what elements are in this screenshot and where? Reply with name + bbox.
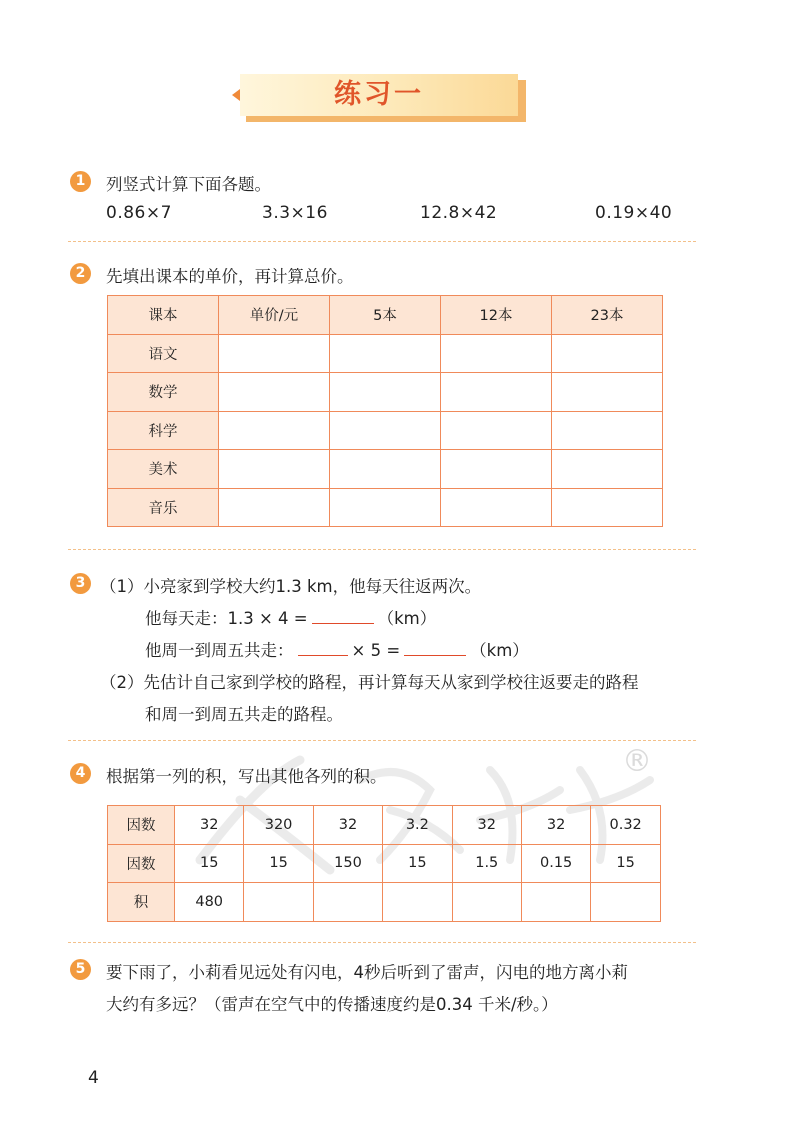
table-cell: 15: [244, 844, 313, 883]
table-cell: 32: [521, 806, 590, 845]
registered-mark: ®: [622, 744, 652, 779]
blank-cell: [552, 373, 663, 412]
table-cell: 32: [313, 806, 382, 845]
problem-1: 0.86×7: [106, 203, 172, 223]
blank-cell: [313, 883, 382, 922]
header-cell: 23本: [552, 296, 663, 335]
unit-label: （km）: [377, 609, 437, 628]
blank-cell: [552, 334, 663, 373]
blank-cell: [441, 334, 552, 373]
product-row: [108, 883, 661, 922]
section-divider: [68, 942, 696, 943]
table-cell: 15: [175, 844, 244, 883]
problem-4: 0.19×40: [595, 203, 673, 223]
blank-cell: [330, 334, 441, 373]
table-cell: 32: [452, 806, 521, 845]
blank-cell: [330, 450, 441, 489]
blank-cell: [330, 411, 441, 450]
multiply-expression: × 5 =: [351, 641, 401, 660]
exercise-1-instruction: 列竖式计算下面各题。: [106, 175, 271, 194]
header-cell: 12本: [441, 296, 552, 335]
blank-cell: [244, 883, 313, 922]
section-divider: [68, 549, 696, 550]
blank-cell: [219, 411, 330, 450]
row-label: 语文: [108, 334, 219, 373]
header-cell: 单价/元: [219, 296, 330, 335]
blank-cell: [441, 411, 552, 450]
table-cell: 15: [591, 844, 661, 883]
exercise-number-4: 4: [70, 763, 91, 784]
table-cell: 480: [175, 883, 244, 922]
table-cell: 320: [244, 806, 313, 845]
header-cell: 5本: [330, 296, 441, 335]
exercise-4-instruction: 根据第一列的积，写出其他各列的积。: [106, 767, 387, 786]
row-label: 数学: [108, 373, 219, 412]
factor-row-1: [108, 806, 661, 845]
blank-cell: [383, 883, 452, 922]
header-cell: 课本: [108, 296, 219, 335]
answer-blank: [298, 654, 348, 656]
table-row: [108, 450, 663, 489]
blank-cell: [441, 373, 552, 412]
row-label: 因数: [108, 844, 175, 883]
table-row: [108, 334, 663, 373]
blank-cell: [219, 334, 330, 373]
page-title: 练习一: [334, 79, 424, 110]
table-row: [108, 373, 663, 412]
blank-cell: [219, 450, 330, 489]
blank-cell: [330, 373, 441, 412]
row-label: 美术: [108, 450, 219, 489]
row-label: 积: [108, 883, 175, 922]
table-cell: 3.2: [383, 806, 452, 845]
exercise-5-line-1: 要下雨了，小莉看见远处有闪电，4秒后听到了雷声，闪电的地方离小莉: [106, 963, 628, 982]
row-label: 音乐: [108, 488, 219, 527]
blank-cell: [330, 488, 441, 527]
blank-cell: [219, 373, 330, 412]
exercise-number-5: 5: [70, 959, 91, 980]
answer-blank: [312, 622, 374, 624]
table-row: [108, 411, 663, 450]
table-cell: 32: [175, 806, 244, 845]
product-table: [107, 805, 661, 922]
exercise-5-line-2: 大约有多远？（雷声在空气中的传播速度约是0.34 千米/秒。）: [106, 995, 558, 1014]
table-row: [108, 488, 663, 527]
exercise-number-2: 2: [70, 263, 91, 284]
daily-distance-expression: 他每天走：1.3 × 4 =: [145, 609, 308, 628]
table-cell: 15: [383, 844, 452, 883]
exercise-number-3: 3: [70, 573, 91, 594]
weekly-distance-label: 他周一到周五共走：: [145, 641, 294, 660]
exercise-3-part-1: （1）小亮家到学校大约1.3 km，他每天往返两次。: [100, 577, 482, 596]
textbook-price-table: [107, 295, 663, 527]
answer-blank: [404, 654, 466, 656]
table-cell: 1.5: [452, 844, 521, 883]
problem-3: 12.8×42: [420, 203, 498, 223]
table-cell: 150: [313, 844, 382, 883]
exercise-3-part-2-cont: 和周一到周五共走的路程。: [145, 705, 343, 724]
blank-cell: [219, 488, 330, 527]
problem-2: 3.3×16: [262, 203, 328, 223]
page-number: 4: [88, 1068, 99, 1088]
exercise-2-instruction: 先填出课本的单价，再计算总价。: [106, 267, 354, 286]
factor-row-2: [108, 844, 661, 883]
row-label: 因数: [108, 806, 175, 845]
blank-cell: [452, 883, 521, 922]
unit-label: （km）: [470, 641, 529, 660]
blank-cell: [521, 883, 590, 922]
exercise-number-1: 1: [70, 171, 91, 192]
section-divider: [68, 241, 696, 242]
title-banner: [232, 72, 526, 122]
table-header-row: [108, 296, 663, 335]
exercise-3-part-2: （2）先估计自己家到学校的路程，再计算每天从家到学校往返要走的路程: [100, 673, 639, 692]
row-label: 科学: [108, 411, 219, 450]
blank-cell: [441, 450, 552, 489]
blank-cell: [552, 488, 663, 527]
blank-cell: [552, 411, 663, 450]
blank-cell: [552, 450, 663, 489]
table-cell: 0.32: [591, 806, 661, 845]
blank-cell: [441, 488, 552, 527]
exercise-3-line-3: [145, 637, 529, 661]
exercise-3-line-2: [145, 605, 436, 629]
table-cell: 0.15: [521, 844, 590, 883]
blank-cell: [591, 883, 661, 922]
